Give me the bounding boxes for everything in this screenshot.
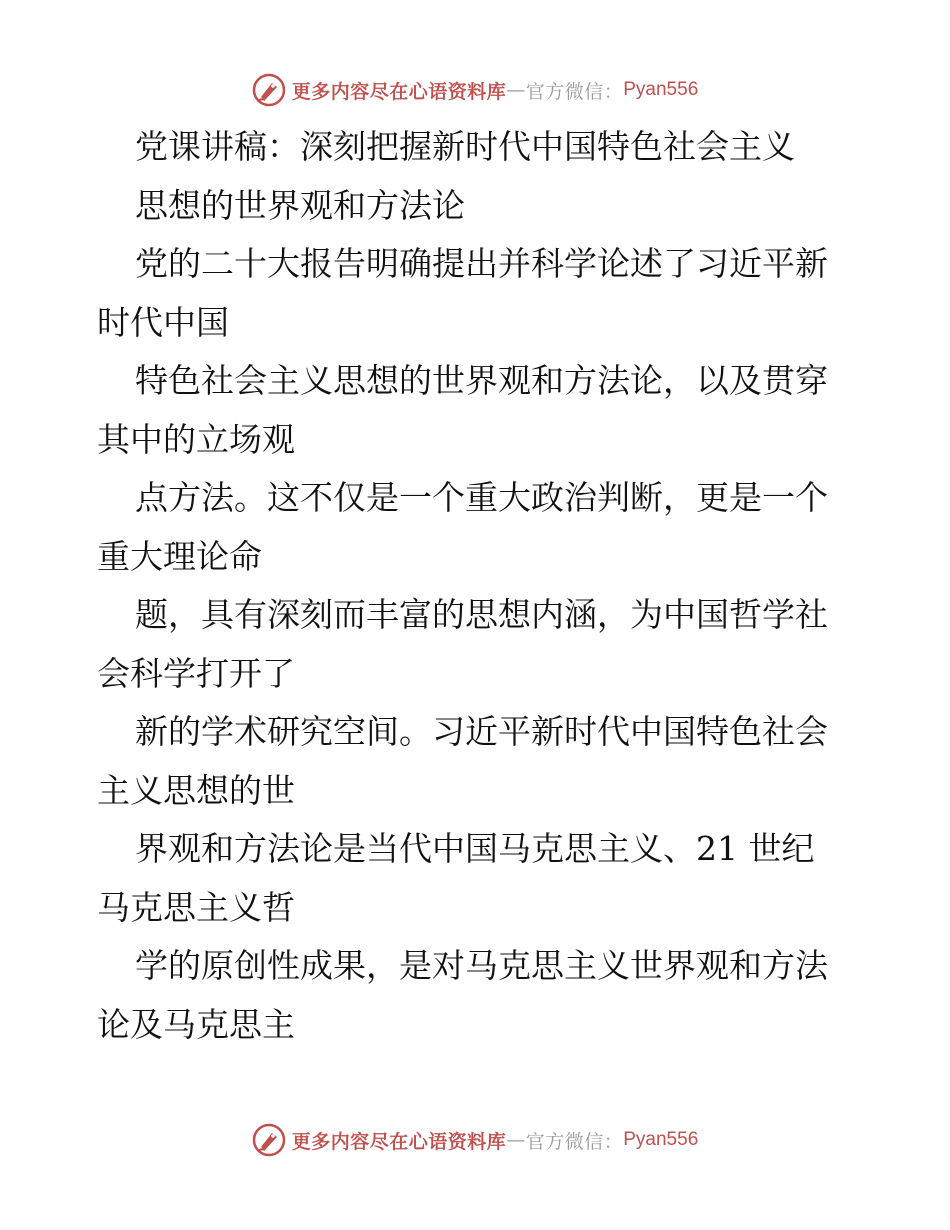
text-line: 点方法。这不仅是一个重大政治判断，更是一个 <box>135 478 828 517</box>
text-line: 论及马克思主 <box>97 1004 295 1044</box>
document-body <box>97 118 857 1054</box>
footer-watermark <box>0 1120 950 1160</box>
watermark-contact-label: 官方微信： <box>525 1130 624 1153</box>
watermark-contact-id: Pyan556 <box>623 79 699 100</box>
pen-nib-logo-icon <box>252 1123 286 1157</box>
watermark-separator: — <box>506 1129 526 1151</box>
text-line: 时代中国 <box>97 302 229 342</box>
text-line: 新的学术研究空间。习近平新时代中国特色社会 <box>135 712 828 751</box>
watermark-contact-id: Pyan556 <box>623 1129 699 1150</box>
text-line: 党的二十大报告明确提出并科学论述了习近平新 <box>135 244 828 283</box>
text-line: 重大理论命 <box>97 536 262 576</box>
watermark-separator: — <box>506 79 526 101</box>
text-line: 党课讲稿：深刻把握新时代中国特色社会主义 <box>135 127 795 166</box>
text-line: 学的原创性成果，是对马克思主义世界观和方法 <box>135 946 828 985</box>
header-watermark <box>0 70 950 110</box>
text-line: 马克思主义哲 <box>97 887 295 927</box>
watermark-brand-text: 更多内容尽在心语资料库 <box>291 1130 507 1153</box>
text-line: 会科学打开了 <box>97 653 295 693</box>
text-line: 思想的世界观和方法论 <box>135 185 465 225</box>
text-line: 其中的立场观 <box>97 419 295 459</box>
text-line: 特色社会主义思想的世界观和方法论，以及贯穿 <box>135 361 828 400</box>
watermark-brand-text: 更多内容尽在心语资料库 <box>291 80 507 103</box>
text-line: 界观和方法论是当代中国马克思主义、21 世纪 <box>135 829 815 868</box>
pen-nib-logo-icon <box>252 73 286 107</box>
text-line: 题，具有深刻而丰富的思想内涵，为中国哲学社 <box>135 595 828 634</box>
watermark-contact-label: 官方微信： <box>525 80 624 103</box>
text-line: 主义思想的世 <box>97 770 295 810</box>
